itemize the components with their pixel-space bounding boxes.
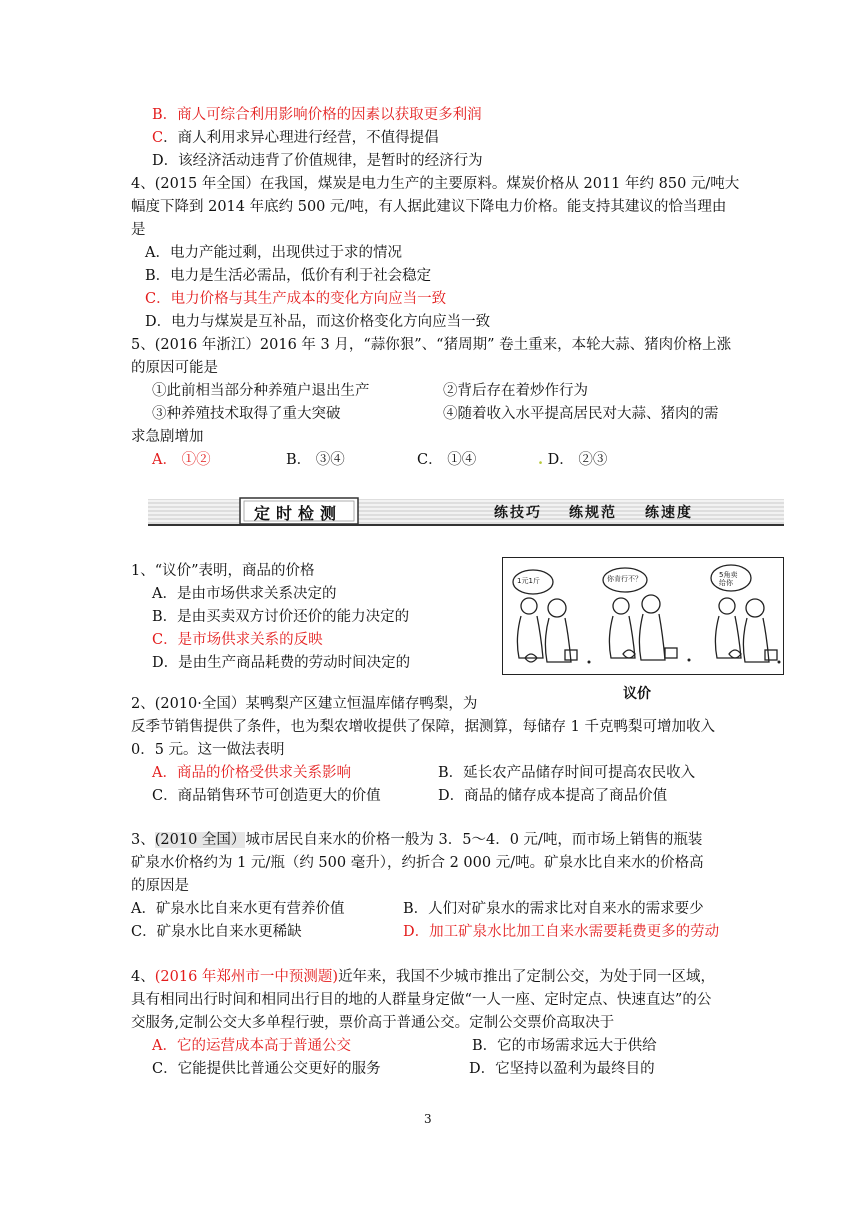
speech-bubble-text: 你肯行不？ xyxy=(607,575,642,583)
option-c: C．商人利用求异心理进行经营，不值得提倡 xyxy=(152,130,439,146)
question-5-stem: 5、(2016 年浙江）2016 年 3 月，“蒜你狠”、“猪周期” 卷土重来，本轮大蒜、猪肉价格上涨 xyxy=(131,337,732,353)
option-d: D．商品的储存成本提高了商品价值 xyxy=(438,788,668,804)
statement-4: ④随着收入水平提高居民对大蒜、猪肉的需 xyxy=(443,406,719,422)
question-3-stem: 的原因是 xyxy=(131,878,189,894)
question-2-stem: 反季节销售提供了条件，也为梨农增收提供了保障，据测算，每储存 1 千克鸭梨可增加收入 xyxy=(131,719,715,735)
statement-4-cont: 求急剧增加 xyxy=(131,429,204,445)
banner-slogan: 练技巧 xyxy=(494,505,542,521)
question-2-stem: 0．5 元。这一做法表明 xyxy=(131,742,285,758)
option-d: D．该经济活动违背了价值规律，是暂时的经济行为 xyxy=(152,153,483,169)
question-4-stem: 是 xyxy=(131,222,146,238)
option-c-text: ．商人利用求异心理进行经营，不值得提倡 xyxy=(163,130,439,146)
question-4-text: 近年来，我国不少城市推出了定制公交，为处于同一区域， xyxy=(338,969,716,985)
speech-bubble-text: 5角卖给你 xyxy=(719,571,738,587)
option-b: B．商人可综合利用影响价格的因素以获取更多利润 xyxy=(152,107,482,123)
option-b: B．电力是生活必需品，低价有利于社会稳定 xyxy=(145,268,432,284)
option-d: . D． ②③ xyxy=(538,451,608,468)
option-c: C．电力价格与其生产成本的变化方向应当一致 xyxy=(145,291,447,307)
question-number: 3、 xyxy=(131,832,155,848)
question-4-stem: 具有相同出行时间和相同出行目的地的人群量身定做“一人一座、定时定点、快速直达”的公 xyxy=(131,992,712,1008)
question-4-stem: 交服务,定制公交大多单程行驶，票价高于普通公交。定制公交票价高取决于 xyxy=(131,1015,615,1031)
option-d: D．加工矿泉水比加工自来水需要耗费更多的劳动 xyxy=(403,924,720,940)
question-1-stem: 1、“议价”表明，商品的价格 xyxy=(131,563,315,579)
statement-3: ③种养殖技术取得了重大突破 xyxy=(152,406,341,422)
section-banner xyxy=(148,497,784,527)
option-d-text: D． ②③ xyxy=(547,452,608,468)
option-a: A．矿泉水比自来水更有营养价值 xyxy=(131,901,345,917)
question-4-stem xyxy=(131,966,715,988)
banner-slogan: 练速度 xyxy=(645,505,693,521)
question-3-stem: 矿泉水价格约为 1 元/瓶（约 500 毫升），约折合 2 000 元/吨。矿泉水比自来水的价格高 xyxy=(131,855,704,871)
option-c: C．商品销售环节可创造更大的价值 xyxy=(152,788,381,804)
statement-2: ②背后存在着炒作行为 xyxy=(443,383,588,399)
option-a: A．是由市场供求关系决定的 xyxy=(152,586,337,602)
option-b: B．人们对矿泉水的需求比对自来水的需求要少 xyxy=(403,901,704,917)
option-d: D．电力与煤炭是互补品，而这价格变化方向应当一致 xyxy=(145,314,491,330)
statement-1: ①此前相当部分种养殖户退出生产 xyxy=(152,383,370,399)
banner-title: 定时检测 xyxy=(254,504,343,523)
question-5-stem: 的原因可能是 xyxy=(131,360,218,376)
option-c: C． ①④ xyxy=(417,452,477,468)
option-d: D．是由生产商品耗费的劳动时间决定的 xyxy=(152,655,411,671)
option-a: A．它的运营成本高于普通公交 xyxy=(152,1038,351,1054)
page-number: 3 xyxy=(424,1112,432,1126)
option-a: A．电力产能过剩，出现供过于求的情况 xyxy=(145,245,402,261)
question-3-text: 城市居民自来水的价格一般为 3．5～4．0 元/吨，而市场上销售的瓶装 xyxy=(245,832,703,848)
cartoon-caption: 议价 xyxy=(623,686,651,702)
option-c: C．是市场供求关系的反映 xyxy=(152,632,323,648)
option-b: B．它的市场需求远大于供给 xyxy=(472,1038,657,1054)
option-d: D．它坚持以盈利为最终目的 xyxy=(469,1061,655,1077)
bargaining-cartoon xyxy=(502,557,784,675)
question-3-stem xyxy=(131,829,702,851)
speech-bubble-text: 1元1斤 xyxy=(517,577,540,585)
option-a: A． ①② xyxy=(152,452,211,468)
option-c: C．矿泉水比自来水更稀缺 xyxy=(131,924,302,940)
option-c: C．它能提供比普通公交更好的服务 xyxy=(152,1061,381,1077)
option-b: B． ③④ xyxy=(286,452,345,468)
question-2-stem: 2、(2010·全国）某鸭梨产区建立恒温库储存鸭梨，为 xyxy=(131,696,478,712)
question-source: (2010 全国） xyxy=(154,832,246,848)
question-4-stem: 幅度下降到 2014 年底约 500 元/吨，有人据此建议下降电力价格。能支持其建议的恰当理由 xyxy=(131,199,727,215)
option-b: B．延长农产品储存时间可提高农民收入 xyxy=(438,765,696,781)
option-b: B．是由买卖双方讨价还价的能力决定的 xyxy=(152,609,410,625)
option-a: A．商品的价格受供求关系影响 xyxy=(152,765,351,781)
banner-slogan: 练规范 xyxy=(569,505,617,521)
question-4-stem: 4、(2015 年全国）在我国，煤炭是电力生产的主要原料。煤炭价格从 2011 年约 850 元/吨大 xyxy=(131,176,740,192)
question-number: 4、 xyxy=(131,969,155,985)
question-source: (2016 年郑州市一中预测题) xyxy=(154,969,339,985)
